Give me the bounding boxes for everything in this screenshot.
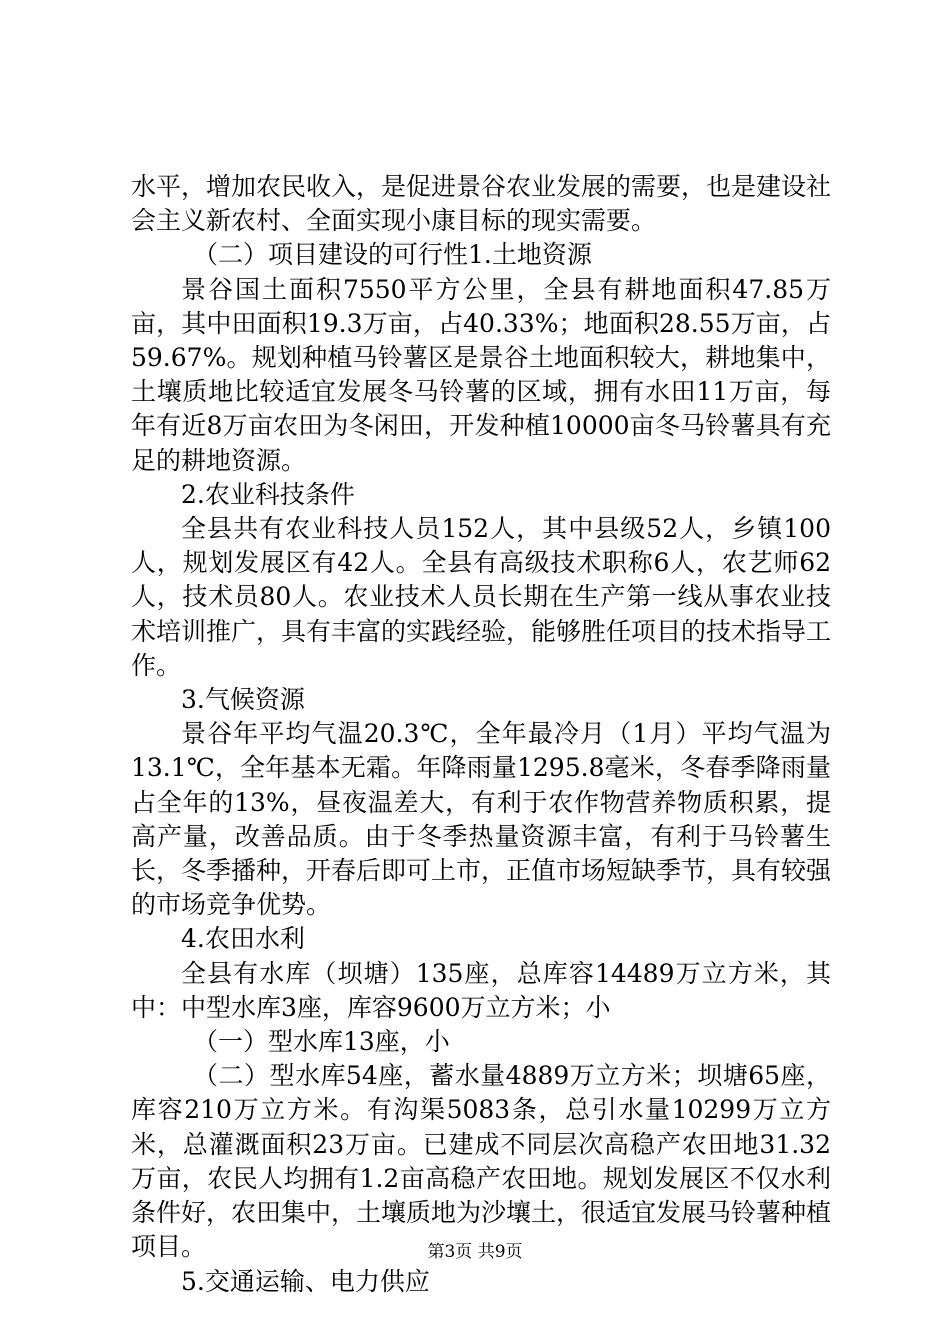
page-footer <box>0 1241 950 1263</box>
paragraph: 全县有水库（坝塘）135座，总库容14489万立方米，其中：中型水库3座，库容9600万立方米；小 <box>131 958 831 1022</box>
paragraph: （一）型水库13座，小 <box>193 1027 450 1057</box>
paragraph: （二）型水库54座，蓄水量4889万立方米；坝塘65座，库容210万立方米。有沟渠5083条，总引水量10299万立方米，总灌溉面积23万亩。已建成不同层次高稳产农田地31.32万亩，农民人均拥有1.2亩高稳产农田地。规划发展区不仅水利条件好，农田集中，土壤质地为沙壤土，很适宜发展马铃薯种植项目。 <box>131 1061 832 1262</box>
section-heading: 4.农田水利 <box>181 924 305 954</box>
section-heading: 5.交通运输、电力供应 <box>181 1266 430 1296</box>
paragraph: 景谷国土面积7550平方公里，全县有耕地面积47.85万亩，其中田面积19.3万亩，占40.33%；地面积28.55万亩，占59.67%。规划种植马铃薯区是景谷土地面积较大，耕地集中，土壤质地比较适宜发展冬马铃薯的区域，拥有水田11万亩，每年有近8万亩农田为冬闲田，开发种植10000亩冬马铃薯具有充足的耕地资源。 <box>131 274 831 475</box>
section-heading: （二）项目建设的可行性1.土地资源 <box>193 240 592 270</box>
document-body <box>131 170 831 1299</box>
paragraph: 全县共有农业科技人员152人，其中县级52人，乡镇100人，规划发展区有42人。全县有高级技术职称6人，农艺师62人，技术员80人。农业技术人员长期在生产第一线从事农业技术培训推广，具有丰富的实践经验，能够胜任项目的技术指导工作。 <box>131 514 832 680</box>
page-number: 第3页 共9页 <box>427 1242 523 1262</box>
section-heading: 2.农业科技条件 <box>181 479 355 509</box>
paragraph: 景谷年平均气温20.3℃，全年最冷月（1月）平均气温为13.1℃，全年基本无霜。年降雨量1295.8毫米，冬春季降雨量占全年的13%，昼夜温差大，有利于农作物营养物质积累，提高产量，改善品质。由于冬季热量资源丰富，有利于马铃薯生长，冬季播种，开春后即可上市，正值市场短缺季节，具有较强的市场竞争优势。 <box>131 719 832 920</box>
paragraph: 水平，增加农民收入，是促进景谷农业发展的需要，也是建设社会主义新农村、全面实现小康目标的现实需要。 <box>131 172 832 236</box>
section-heading: 3.气候资源 <box>181 685 305 715</box>
